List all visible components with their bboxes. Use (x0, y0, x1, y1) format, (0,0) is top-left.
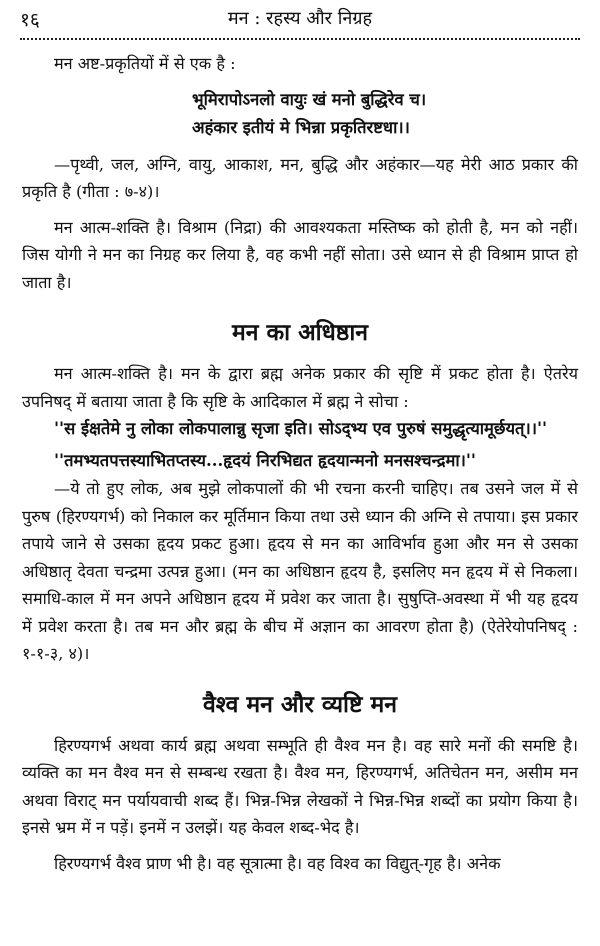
paragraph-hiranyagarbha: हिरण्यगर्भ अथवा कार्य ब्रह्म अथवा सम्भूति ही वैश्व मन है। वह सारे मनों की समष्टि है। व्यक्ति का मन वैश्व मन से सम्बन्ध रखता है। वैश्व मन, हिरण्यगर्भ, अतिचेतन मन, असीम मन अथवा विराट् मन पर्यायवाची शब्द हैं। भिन्न-भिन्न लेखकों ने भिन्न-भिन्न शब्दों का प्रयोग किया है। इनसे भ्रम में न पड़ें। इनमें न उलझें। यह केवल शब्द-भेद है। (22, 735, 578, 837)
page-number: १६ (20, 9, 40, 31)
verse-line-2: अहंकार इतीयं मे भिन्ना प्रकृतिरष्टधा।। (192, 118, 410, 137)
section-heading-seat-of-mind: मन का अधिष्ठान (231, 319, 369, 346)
paragraph-cosmic-prana: हिरण्यगर्भ वैश्व प्राण भी है। वह सूत्रात्मा है। वह विश्व का विद्युत्-गृह है। अनेक (54, 853, 501, 873)
running-title: मन : रहस्य और निग्रह (227, 8, 373, 29)
paragraph-creation: मन आत्म-शक्ति है। मन के द्वारा ब्रह्म अनेक प्रकार की सृष्टि में प्रकट होता है। ऐतरेय उपनिषद् में बताया जाता है कि सृष्टि के आदिकाल में ब्रह्म ने सोचा : (22, 364, 578, 411)
sanskrit-quote-2: ''तमभ्यतपत्तस्याभितप्तस्य...हृदयं निरभिद्यत हृदयान्मनो मनसश्चन्द्रमा।'' (54, 451, 476, 470)
verse-line-1: भूमिरापोऽनलो वायुः खं मनो बुद्धिरेव च। (192, 89, 427, 109)
paragraph-mind-self-power: मन आत्म-शक्ति है। विश्राम (निद्रा) की आवश्यकता मस्तिष्क को होती है, मन को नहीं। जिस योगी ने मन का निग्रह कर लिया है, वह कभी नहीं सोता। उसे ध्यान से ही विश्राम प्राप्त हो जाता है। (22, 217, 578, 292)
page-body (22, 50, 578, 877)
section-heading-cosmic-mind: वैश्व मन और व्यष्टि मन (203, 690, 397, 718)
verse-translation-paragraph: —पृथ्वी, जल, अग्नि, वायु, आकाश, मन, बुद्धि और अहंकार—यह मेरी आठ प्रकार की प्रकृति है (गीता : ७-४)। (22, 154, 578, 201)
paragraph-lokapalas: —ये तो हुए लोक, अब मुझे लोकपालों की भी रचना करनी चाहिए। तब उसने जल में से पुरुष (हिरण्यगर्भ) को निकाल कर मूर्तिमान किया तथा उसे ध्यान की अग्नि से तपाया। इस प्रकार तपाये जाने से उसका हृदय प्रकट हुआ। हृदय से मन का आविर्भाव हुआ और मन से उसका अधिष्ठातृ देवता चन्द्रमा उत्पन्न हुआ। (मन का अधिष्ठान हृदय है, इसलिए मन हृदय में से निकला। समाधि-काल में मन अपने अधिष्ठान हृदय में प्रवेश कर जाता है। सुषुप्ति-अवस्था में भी यह हृदय में प्रवेश करता है। तब मन और ब्रह्म के बीच में अज्ञान का आवरण होता है) (ऐतेरेयोपनिषद् : १-१-३, ४)। (22, 479, 578, 663)
sanskrit-quote-1: ''स ईक्षतेमे नु लोका लोकपालान्नु सृजा इति। सोऽद्भ्य एव पुरुषं समुद्धृत्यामूर्छयत्।।'' (54, 419, 548, 438)
header-divider (20, 38, 580, 40)
page-header (20, 4, 580, 36)
intro-paragraph: मन अष्ट-प्रकृतियों में से एक है : (54, 54, 236, 73)
